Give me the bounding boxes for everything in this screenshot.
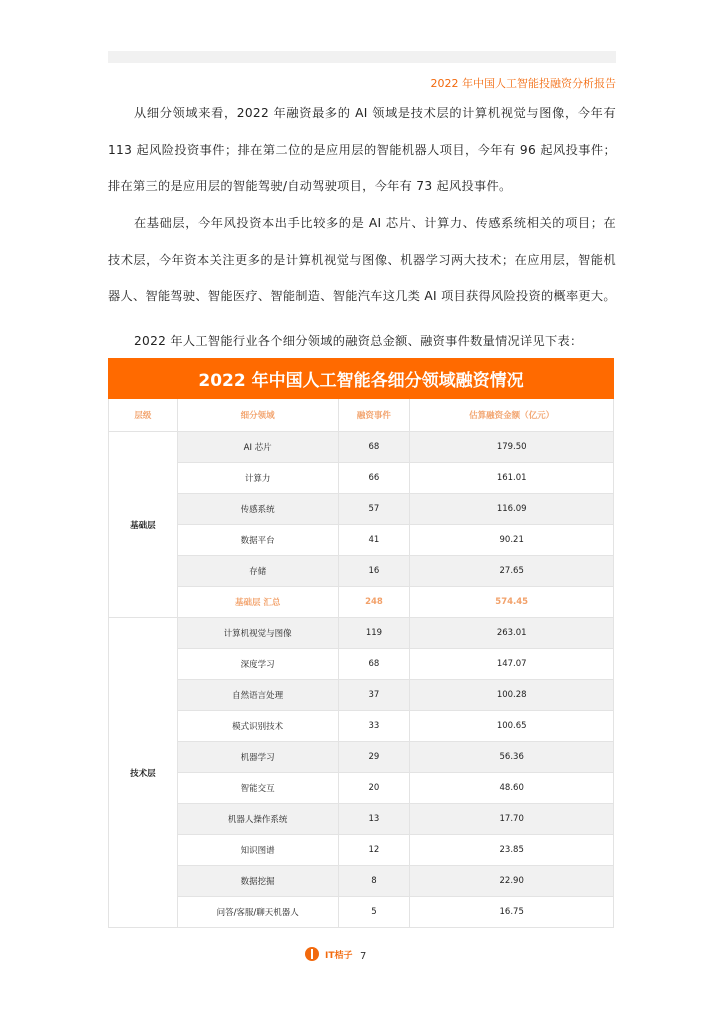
field-cell: 存储	[177, 556, 338, 587]
table-row	[109, 835, 614, 866]
column-header: 融资事件	[338, 399, 410, 432]
table-row	[109, 649, 614, 680]
field-cell: 基础层 汇总	[177, 587, 338, 618]
footer-logo	[305, 947, 353, 961]
field-cell: 传感系统	[177, 494, 338, 525]
field-cell: 计算力	[177, 463, 338, 494]
field-cell: 深度学习	[177, 649, 338, 680]
events-cell: 20	[338, 773, 410, 804]
events-cell: 37	[338, 680, 410, 711]
table-row	[109, 525, 614, 556]
field-cell: 机器人操作系统	[177, 804, 338, 835]
amount-cell: 100.65	[410, 711, 614, 742]
table-row	[109, 711, 614, 742]
table-row	[109, 432, 614, 463]
amount-cell: 17.70	[410, 804, 614, 835]
events-cell: 68	[338, 649, 410, 680]
column-header: 层级	[109, 399, 178, 432]
column-header: 估算融资金额（亿元）	[410, 399, 614, 432]
paragraph: 从细分领域来看，2022 年融资最多的 AI 领域是技术层的计算机视觉与图像，今年有 113 起风险投资事件；排在第二位的是应用层的智能机器人项目，今年有 96 起风投事件；排在第三的是应用层的智能驾驶/自动驾驶项目，今年有 73 起风投事件。	[108, 106, 616, 193]
financing-table	[108, 358, 614, 928]
amount-cell: 100.28	[410, 680, 614, 711]
column-header: 细分领域	[177, 399, 338, 432]
amount-cell: 16.75	[410, 897, 614, 928]
layer-cell: 基础层	[109, 432, 178, 618]
events-cell: 41	[338, 525, 410, 556]
amount-cell: 116.09	[410, 494, 614, 525]
page-top-bar	[108, 51, 616, 63]
table-row	[109, 773, 614, 804]
table-row	[109, 866, 614, 897]
field-cell: 问答/客服/聊天机器人	[177, 897, 338, 928]
amount-cell: 22.90	[410, 866, 614, 897]
field-cell: 数据平台	[177, 525, 338, 556]
layer-cell: 技术层	[109, 618, 178, 928]
table-row	[109, 804, 614, 835]
table-row	[109, 463, 614, 494]
events-cell: 13	[338, 804, 410, 835]
events-cell: 29	[338, 742, 410, 773]
amount-cell: 574.45	[410, 587, 614, 618]
events-cell: 66	[338, 463, 410, 494]
events-cell: 33	[338, 711, 410, 742]
field-cell: AI 芯片	[177, 432, 338, 463]
orange-logo-icon	[305, 947, 319, 961]
events-cell: 119	[338, 618, 410, 649]
page-number: 7	[360, 951, 367, 962]
amount-cell: 179.50	[410, 432, 614, 463]
events-cell: 57	[338, 494, 410, 525]
field-cell: 智能交互	[177, 773, 338, 804]
amount-cell: 23.85	[410, 835, 614, 866]
events-cell: 248	[338, 587, 410, 618]
events-cell: 8	[338, 866, 410, 897]
field-cell: 计算机视觉与图像	[177, 618, 338, 649]
field-cell: 数据挖掘	[177, 866, 338, 897]
table-title: 2022 年中国人工智能各细分领域融资情况	[109, 359, 614, 399]
table-row	[109, 680, 614, 711]
paragraph: 2022 年人工智能行业各个细分领域的融资总金额、融资事件数量情况详见下表：	[134, 334, 583, 348]
amount-cell: 161.01	[410, 463, 614, 494]
table-row	[109, 618, 614, 649]
summary-row	[109, 587, 614, 618]
events-cell: 5	[338, 897, 410, 928]
running-title: 2022 年中国人工智能投融资分析报告	[430, 77, 616, 90]
table-row	[109, 494, 614, 525]
table-row	[109, 742, 614, 773]
amount-cell: 56.36	[410, 742, 614, 773]
amount-cell: 48.60	[410, 773, 614, 804]
field-cell: 知识图谱	[177, 835, 338, 866]
table-row	[109, 556, 614, 587]
field-cell: 机器学习	[177, 742, 338, 773]
field-cell: 自然语言处理	[177, 680, 338, 711]
amount-cell: 90.21	[410, 525, 614, 556]
amount-cell: 263.01	[410, 618, 614, 649]
events-cell: 12	[338, 835, 410, 866]
table-row	[109, 897, 614, 928]
events-cell: 16	[338, 556, 410, 587]
events-cell: 68	[338, 432, 410, 463]
amount-cell: 27.65	[410, 556, 614, 587]
logo-text: IT桔子	[325, 950, 353, 961]
paragraph: 在基础层，今年风投资本出手比较多的是 AI 芯片、计算力、传感系统相关的项目；在技术层，今年资本关注更多的是计算机视觉与图像、机器学习两大技术；在应用层，智能机器人、智能驾驶、智能医疗、智能制造、智能汽车这几类 AI 项目获得风险投资的概率更大。	[108, 216, 616, 303]
amount-cell: 147.07	[410, 649, 614, 680]
field-cell: 模式识别技术	[177, 711, 338, 742]
